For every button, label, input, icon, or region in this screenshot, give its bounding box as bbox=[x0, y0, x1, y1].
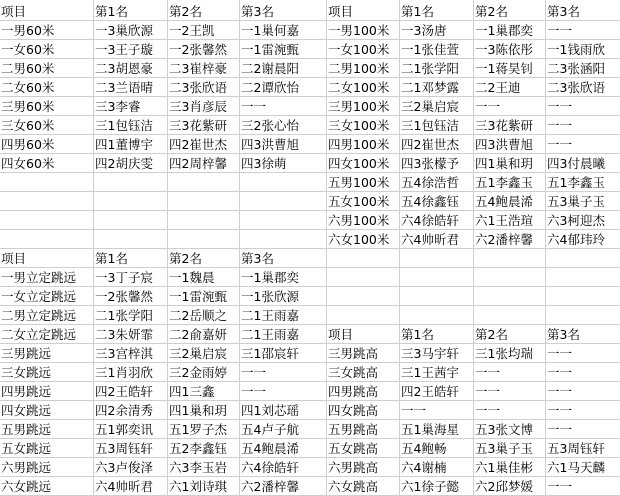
table-cell[interactable]: 二男100米 bbox=[328, 61, 390, 76]
table-cell[interactable]: 一1巢何嘉 bbox=[241, 23, 299, 38]
table-cell[interactable]: 一一 bbox=[547, 23, 573, 38]
table-cell[interactable]: 六1马天麟 bbox=[547, 460, 605, 475]
table-cell[interactable]: 四1三鑫 bbox=[169, 384, 215, 399]
table-cell[interactable]: 一一 bbox=[547, 137, 573, 152]
table-cell[interactable]: 四1刘芯瑶 bbox=[241, 403, 299, 418]
table-cell[interactable]: 一2王凯 bbox=[169, 23, 215, 38]
header-cell[interactable]: 项目 bbox=[1, 251, 27, 266]
table-cell[interactable]: 二1张学阳 bbox=[401, 61, 459, 76]
table-cell[interactable]: 六4帅昕君 bbox=[401, 232, 459, 247]
table-cell[interactable]: 五男跳远 bbox=[1, 422, 52, 437]
table-cell[interactable]: 三女跳远 bbox=[1, 365, 52, 380]
table-cell[interactable]: 四3洪曹旭 bbox=[475, 137, 533, 152]
table-cell[interactable]: 三男跳远 bbox=[1, 346, 52, 361]
header-cell[interactable]: 第3名 bbox=[241, 4, 274, 19]
table-cell[interactable]: 二女60米 bbox=[1, 80, 55, 95]
table-cell[interactable]: 四1巢和玥 bbox=[169, 403, 227, 418]
table-cell[interactable]: 一一 bbox=[241, 365, 267, 380]
table-cell[interactable]: 二3朱妍霏 bbox=[95, 327, 153, 342]
table-cell[interactable]: 三男跳高 bbox=[328, 346, 379, 361]
table-cell[interactable]: 一一 bbox=[475, 384, 501, 399]
table-cell[interactable]: 六3李玉岩 bbox=[169, 460, 227, 475]
table-cell[interactable]: 六1刘诗琪 bbox=[169, 479, 227, 494]
table-cell[interactable]: 一一 bbox=[547, 479, 573, 494]
table-cell[interactable]: 一2张馨然 bbox=[169, 42, 227, 57]
table-cell[interactable]: 二1王雨嘉 bbox=[241, 327, 299, 342]
table-cell[interactable]: 二1邓梦露 bbox=[401, 80, 459, 95]
table-cell[interactable]: 六男100米 bbox=[328, 213, 390, 228]
table-cell[interactable]: 二2岳顺之 bbox=[169, 308, 227, 323]
table-cell[interactable]: 五1巢海星 bbox=[401, 422, 459, 437]
header-cell[interactable]: 第3名 bbox=[547, 327, 580, 342]
table-cell[interactable]: 二男60米 bbox=[1, 61, 55, 76]
header-cell[interactable]: 第2名 bbox=[169, 251, 202, 266]
table-cell[interactable]: 一1巢郡奕 bbox=[241, 270, 299, 285]
table-cell[interactable]: 一一 bbox=[547, 403, 573, 418]
table-cell[interactable]: 三3李睿 bbox=[95, 99, 141, 114]
table-cell[interactable]: 二女立定跳远 bbox=[1, 327, 77, 342]
table-cell[interactable]: 六4谢楠 bbox=[401, 460, 447, 475]
table-cell[interactable]: 六4徐皓轩 bbox=[401, 213, 459, 228]
table-cell[interactable]: 一3汤唐 bbox=[401, 23, 447, 38]
table-cell[interactable]: 四2余清秀 bbox=[95, 403, 153, 418]
table-cell[interactable]: 三2张心怡 bbox=[241, 118, 299, 133]
table-cell[interactable]: 二女100米 bbox=[328, 80, 390, 95]
table-cell[interactable]: 五3周钰轩 bbox=[95, 441, 153, 456]
table-cell[interactable]: 五男100米 bbox=[328, 175, 390, 190]
header-cell[interactable]: 项目 bbox=[1, 4, 27, 19]
table-cell[interactable]: 五3巢子玉 bbox=[547, 194, 605, 209]
table-cell[interactable]: 一一 bbox=[547, 346, 573, 361]
table-cell[interactable]: 六1巢佳彬 bbox=[475, 460, 533, 475]
table-cell[interactable]: 四女跳高 bbox=[328, 403, 379, 418]
header-cell[interactable]: 项目 bbox=[328, 327, 354, 342]
table-cell[interactable]: 三2巢启宸 bbox=[169, 346, 227, 361]
table-cell[interactable]: 一3王子璇 bbox=[95, 42, 153, 57]
table-cell[interactable]: 五2李鑫钰 bbox=[169, 441, 227, 456]
table-cell[interactable]: 一一 bbox=[475, 403, 501, 418]
header-cell[interactable]: 项目 bbox=[328, 4, 354, 19]
table-cell[interactable]: 六男跳高 bbox=[328, 460, 379, 475]
table-cell[interactable]: 二1张学阳 bbox=[95, 308, 153, 323]
table-cell[interactable]: 一一 bbox=[547, 365, 573, 380]
table-cell[interactable]: 四2王皓轩 bbox=[401, 384, 459, 399]
table-cell[interactable]: 五4鲍畅 bbox=[401, 441, 447, 456]
table-cell[interactable]: 四男跳远 bbox=[1, 384, 52, 399]
table-cell[interactable]: 六2潘梓馨 bbox=[475, 232, 533, 247]
table-cell[interactable]: 二2俞嘉妍 bbox=[169, 327, 227, 342]
table-cell[interactable]: 二3胡恩豪 bbox=[95, 61, 153, 76]
table-cell[interactable]: 三女跳高 bbox=[328, 365, 379, 380]
table-cell[interactable]: 四男60米 bbox=[1, 137, 55, 152]
table-cell[interactable]: 一一 bbox=[475, 99, 501, 114]
table-cell[interactable]: 二3张欣语 bbox=[547, 80, 605, 95]
table-cell[interactable]: 五3周钰轩 bbox=[547, 441, 605, 456]
table-cell[interactable]: 一一 bbox=[475, 365, 501, 380]
table-cell[interactable]: 三1包钰洁 bbox=[401, 118, 459, 133]
header-cell[interactable]: 第1名 bbox=[401, 327, 434, 342]
table-cell[interactable]: 四1巢和玥 bbox=[475, 156, 533, 171]
table-cell[interactable]: 四3张檬予 bbox=[401, 156, 459, 171]
table-cell[interactable]: 二1王雨嘉 bbox=[241, 308, 299, 323]
table-cell[interactable]: 六4帅昕君 bbox=[95, 479, 153, 494]
table-cell[interactable]: 六2邱梦媛 bbox=[475, 479, 533, 494]
table-cell[interactable]: 一一 bbox=[547, 118, 573, 133]
table-cell[interactable]: 四男跳高 bbox=[328, 384, 379, 399]
table-cell[interactable]: 四3徐萌 bbox=[241, 156, 287, 171]
table-cell[interactable]: 五1李鑫玉 bbox=[547, 175, 605, 190]
table-cell[interactable]: 一女100米 bbox=[328, 42, 390, 57]
table-cell[interactable]: 六女跳高 bbox=[328, 479, 379, 494]
table-cell[interactable]: 五4鲍晨浠 bbox=[241, 441, 299, 456]
table-cell[interactable]: 一1张欣源 bbox=[241, 289, 299, 304]
table-cell[interactable]: 六女跳远 bbox=[1, 479, 52, 494]
header-cell[interactable]: 第1名 bbox=[95, 4, 128, 19]
table-cell[interactable]: 一一 bbox=[241, 99, 267, 114]
table-cell[interactable]: 二2王迪 bbox=[475, 80, 521, 95]
table-cell[interactable]: 一2张馨然 bbox=[95, 289, 153, 304]
header-cell[interactable]: 第2名 bbox=[475, 327, 508, 342]
header-cell[interactable]: 第3名 bbox=[547, 4, 580, 19]
table-cell[interactable]: 六4郁玮玲 bbox=[547, 232, 605, 247]
table-cell[interactable]: 一男60米 bbox=[1, 23, 55, 38]
table-cell[interactable]: 一一 bbox=[401, 403, 427, 418]
table-cell[interactable]: 四2胡庆雯 bbox=[95, 156, 153, 171]
table-cell[interactable]: 四女跳远 bbox=[1, 403, 52, 418]
table-cell[interactable]: 三女60米 bbox=[1, 118, 55, 133]
table-cell[interactable]: 一男立定跳远 bbox=[1, 270, 77, 285]
table-cell[interactable]: 五女100米 bbox=[328, 194, 390, 209]
table-cell[interactable]: 五4卢子航 bbox=[241, 422, 299, 437]
table-cell[interactable]: 四2崔世杰 bbox=[169, 137, 227, 152]
table-cell[interactable]: 六1王浩瑄 bbox=[475, 213, 533, 228]
table-cell[interactable]: 五女跳远 bbox=[1, 441, 52, 456]
table-cell[interactable]: 三3花紫研 bbox=[475, 118, 533, 133]
table-cell[interactable]: 四男100米 bbox=[328, 137, 390, 152]
table-cell[interactable]: 一1钱雨欣 bbox=[547, 42, 605, 57]
table-cell[interactable]: 一3陈依彤 bbox=[475, 42, 533, 57]
table-cell[interactable]: 一一 bbox=[547, 384, 573, 399]
table-cell[interactable]: 一1蒋昊钊 bbox=[475, 61, 533, 76]
table-cell[interactable]: 四女60米 bbox=[1, 156, 55, 171]
table-cell[interactable]: 一3丁子宸 bbox=[95, 270, 153, 285]
table-cell[interactable]: 一一 bbox=[547, 422, 573, 437]
table-cell[interactable]: 五4徐浩哲 bbox=[401, 175, 459, 190]
table-cell[interactable]: 五1罗子杰 bbox=[169, 422, 227, 437]
table-cell[interactable]: 一1张佳萱 bbox=[401, 42, 459, 57]
table-cell[interactable]: 三1肖羽欣 bbox=[95, 365, 153, 380]
table-cell[interactable]: 三3宫梓淇 bbox=[95, 346, 153, 361]
table-cell[interactable]: 五1郭奕讯 bbox=[95, 422, 153, 437]
table-cell[interactable]: 六3卢俊泽 bbox=[95, 460, 153, 475]
table-cell[interactable]: 六2潘梓馨 bbox=[241, 479, 299, 494]
table-cell[interactable]: 一一 bbox=[241, 384, 267, 399]
table-cell[interactable]: 一1魏晨 bbox=[169, 270, 215, 285]
table-cell[interactable]: 三2金雨婷 bbox=[169, 365, 227, 380]
table-cell[interactable]: 六男跳远 bbox=[1, 460, 52, 475]
table-cell[interactable]: 二3张涵阳 bbox=[547, 61, 605, 76]
table-cell[interactable]: 三3肖彦辰 bbox=[169, 99, 227, 114]
table-cell[interactable]: 一1雷涴甄 bbox=[169, 289, 227, 304]
table-cell[interactable]: 一女立定跳远 bbox=[1, 289, 77, 304]
table-cell[interactable]: 三1王茜宇 bbox=[401, 365, 459, 380]
table-cell[interactable]: 二3张欣语 bbox=[169, 80, 227, 95]
table-cell[interactable]: 五1李鑫玉 bbox=[475, 175, 533, 190]
header-cell[interactable]: 第2名 bbox=[169, 4, 202, 19]
table-cell[interactable]: 四2周梓馨 bbox=[169, 156, 227, 171]
table-cell[interactable]: 六4徐皓轩 bbox=[241, 460, 299, 475]
table-cell[interactable]: 三3花紫研 bbox=[169, 118, 227, 133]
table-cell[interactable]: 五4徐鑫钰 bbox=[401, 194, 459, 209]
table-cell[interactable]: 一女60米 bbox=[1, 42, 55, 57]
table-cell[interactable]: 五3巢子玉 bbox=[475, 441, 533, 456]
table-cell[interactable]: 三男100米 bbox=[328, 99, 390, 114]
table-cell[interactable]: 三1邵宸轩 bbox=[241, 346, 299, 361]
table-cell[interactable]: 三男60米 bbox=[1, 99, 55, 114]
table-cell[interactable]: 二2谢晨阳 bbox=[241, 61, 299, 76]
table-cell[interactable]: 六1徐子懿 bbox=[401, 479, 459, 494]
table-cell[interactable]: 四1董博宇 bbox=[95, 137, 153, 152]
header-cell[interactable]: 第1名 bbox=[95, 251, 128, 266]
table-cell[interactable]: 三1包钰洁 bbox=[95, 118, 153, 133]
table-cell[interactable]: 四3付晨曦 bbox=[547, 156, 605, 171]
table-cell[interactable]: 三女100米 bbox=[328, 118, 390, 133]
header-cell[interactable]: 第1名 bbox=[401, 4, 434, 19]
table-cell[interactable]: 一男100米 bbox=[328, 23, 390, 38]
table-cell[interactable]: 二3崔梓豪 bbox=[169, 61, 227, 76]
table-cell[interactable]: 一3巢欣源 bbox=[95, 23, 153, 38]
table-cell[interactable]: 三2巢启宸 bbox=[401, 99, 459, 114]
header-cell[interactable]: 第3名 bbox=[241, 251, 274, 266]
table-cell[interactable]: 一1巢郡奕 bbox=[475, 23, 533, 38]
table-cell[interactable]: 五4鲍晨浠 bbox=[475, 194, 533, 209]
table-cell[interactable]: 四2王皓轩 bbox=[95, 384, 153, 399]
table-cell[interactable]: 二男立定跳远 bbox=[1, 308, 77, 323]
table-cell[interactable]: 二3兰语晴 bbox=[95, 80, 153, 95]
table-cell[interactable]: 一一 bbox=[547, 99, 573, 114]
table-cell[interactable]: 三1张均瑞 bbox=[475, 346, 533, 361]
table-cell[interactable]: 五男跳高 bbox=[328, 422, 379, 437]
table-cell[interactable]: 五女跳高 bbox=[328, 441, 379, 456]
table-cell[interactable]: 一1雷涴甄 bbox=[241, 42, 299, 57]
table-cell[interactable]: 六女100米 bbox=[328, 232, 390, 247]
header-cell[interactable]: 第2名 bbox=[475, 4, 508, 19]
table-cell[interactable]: 三3马宇轩 bbox=[401, 346, 459, 361]
table-cell[interactable]: 五3张文博 bbox=[475, 422, 533, 437]
table-cell[interactable]: 四2崔世杰 bbox=[401, 137, 459, 152]
table-cell[interactable]: 六3柯迎杰 bbox=[547, 213, 605, 228]
table-cell[interactable]: 二2谭欣怡 bbox=[241, 80, 299, 95]
table-cell[interactable]: 四3洪曹旭 bbox=[241, 137, 299, 152]
table-cell[interactable]: 四女100米 bbox=[328, 156, 390, 171]
